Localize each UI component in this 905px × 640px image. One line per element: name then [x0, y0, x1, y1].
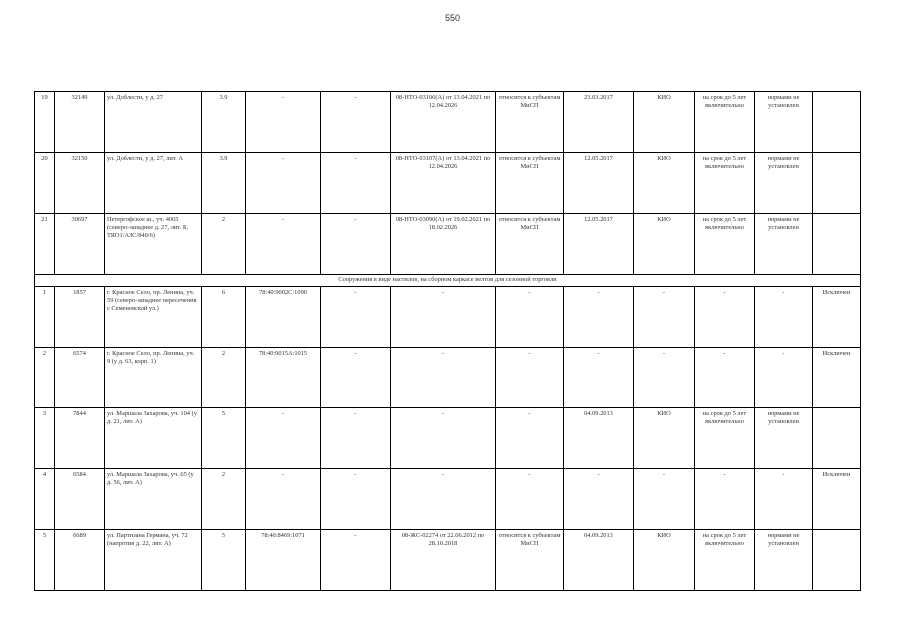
- cell-cadastral-number: 78:40:9002С:1090: [246, 286, 321, 347]
- cell-row-number: 19: [35, 92, 55, 153]
- cell-address: ул. Маршала Захарова, уч. 65 (у д. 56, лит. А): [105, 469, 202, 530]
- cell-smb-status: относится к субъектам МиСП: [496, 213, 564, 274]
- cell-address: ул. Доблести, у д. 27, лит. А: [105, 152, 202, 213]
- cell-note: [813, 92, 861, 153]
- page-number: 550: [444, 13, 461, 23]
- cell-cadastral-number: -: [246, 92, 321, 153]
- cell-col-6: -: [321, 347, 391, 408]
- table-row: [35, 213, 861, 274]
- cell-smb-status: -: [496, 408, 564, 469]
- cell-cadastral-number: 78:40:9015А:1015: [246, 347, 321, 408]
- cell-col-6: -: [321, 213, 391, 274]
- cell-norm: -: [755, 286, 813, 347]
- cell-area: 5: [202, 530, 246, 591]
- cell-authority: КИО: [634, 92, 695, 153]
- cell-authority: КИО: [634, 152, 695, 213]
- cell-date: 12.05.2017: [564, 152, 634, 213]
- cell-object-id: 6574: [55, 347, 105, 408]
- cell-cadastral-number: -: [246, 469, 321, 530]
- cell-cadastral-number: -: [246, 152, 321, 213]
- table-row: [35, 530, 861, 591]
- cell-contract: -: [391, 347, 496, 408]
- cell-term: -: [695, 347, 755, 408]
- cell-address: ул. Маршала Захарова, уч. 104 (у д. 21, лит. А): [105, 408, 202, 469]
- cell-cadastral-number: -: [246, 408, 321, 469]
- cell-area: 2: [202, 213, 246, 274]
- cell-row-number: 1: [35, 286, 55, 347]
- cell-norm: нормами не установлен: [755, 152, 813, 213]
- cell-note: Исключен: [813, 347, 861, 408]
- cell-row-number: 5: [35, 530, 55, 591]
- cell-object-id: 6584: [55, 469, 105, 530]
- cell-object-id: 1857: [55, 286, 105, 347]
- cell-norm: нормами не установлен: [755, 213, 813, 274]
- cell-cadastral-number: 78:40:8469:1071: [246, 530, 321, 591]
- cell-date: 23.03.2017: [564, 92, 634, 153]
- cell-authority: КИО: [634, 530, 695, 591]
- cell-contract: 08-ЖС-02274 от 22.06.2012 по 28.10.2018: [391, 530, 496, 591]
- cell-date: 12.05.2017: [564, 213, 634, 274]
- cell-object-id: 6689: [55, 530, 105, 591]
- cell-authority: КИО: [634, 213, 695, 274]
- cell-date: 04.09.2013: [564, 530, 634, 591]
- cell-norm: нормами не установлен: [755, 530, 813, 591]
- cell-cadastral-number: -: [246, 213, 321, 274]
- registry-table: [34, 91, 861, 591]
- cell-term: на срок до 5 лет включительно: [695, 408, 755, 469]
- cell-col-6: -: [321, 286, 391, 347]
- table-section: [35, 274, 861, 286]
- cell-smb-status: -: [496, 286, 564, 347]
- cell-authority: -: [634, 469, 695, 530]
- cell-contract: 08-НТО-03090(А) от 19.02.2021 по 18.02.2026: [391, 213, 496, 274]
- table-row: [35, 92, 861, 153]
- cell-area: 2: [202, 469, 246, 530]
- cell-date: 04.09.2013: [564, 408, 634, 469]
- cell-row-number: 3: [35, 408, 55, 469]
- cell-object-id: 32150: [55, 152, 105, 213]
- cell-note: [813, 152, 861, 213]
- cell-col-6: -: [321, 469, 391, 530]
- table-row: [35, 469, 861, 530]
- cell-object-id: 7844: [55, 408, 105, 469]
- cell-date: -: [564, 286, 634, 347]
- cell-smb-status: -: [496, 469, 564, 530]
- cell-date: -: [564, 469, 634, 530]
- cell-smb-status: -: [496, 347, 564, 408]
- section-row: [35, 274, 861, 286]
- cell-row-number: 20: [35, 152, 55, 213]
- cell-norm: нормами не установлен: [755, 408, 813, 469]
- cell-note: Исключен: [813, 469, 861, 530]
- cell-area: 3.9: [202, 92, 246, 153]
- cell-smb-status: относится к субъектам МиСП: [496, 92, 564, 153]
- cell-address: Петергофское ш., уч. 4065 (северо-западнее д. 27, лит. Б, ТЯО1/АЗС/840/6): [105, 213, 202, 274]
- cell-address: г. Красное Село, пр. Ленина, уч. 9 (у д. 63, корп. 1): [105, 347, 202, 408]
- cell-term: -: [695, 286, 755, 347]
- cell-term: на срок до 5 лет включительно: [695, 152, 755, 213]
- cell-area: 2: [202, 347, 246, 408]
- cell-contract: -: [391, 408, 496, 469]
- cell-smb-status: относится к субъектам МиСП: [496, 530, 564, 591]
- cell-object-id: 30697: [55, 213, 105, 274]
- cell-contract: -: [391, 469, 496, 530]
- cell-term: на срок до 5 лет включительно: [695, 92, 755, 153]
- cell-area: 6: [202, 286, 246, 347]
- table-body-before-section: [35, 92, 861, 275]
- cell-term: на срок до 5 лет включительно: [695, 530, 755, 591]
- cell-smb-status: относится к субъектам МиСП: [496, 152, 564, 213]
- cell-contract: 08-НТО-03107(А) от 13.04.2021 по 12.04.2026: [391, 152, 496, 213]
- table-row: [35, 286, 861, 347]
- cell-authority: КИО: [634, 408, 695, 469]
- cell-object-id: 32149: [55, 92, 105, 153]
- cell-address: г. Красное Село, пр. Ленина, уч. 59 (северо-западнее пересечения с Семеновской ул.): [105, 286, 202, 347]
- cell-row-number: 2: [35, 347, 55, 408]
- cell-term: на срок до 5 лет включительно: [695, 213, 755, 274]
- cell-col-6: -: [321, 152, 391, 213]
- section-title: Сооружения в виде настилов, на сборном каркасе велтов для сезонной торговли: [35, 274, 861, 286]
- cell-note: [813, 213, 861, 274]
- cell-row-number: 4: [35, 469, 55, 530]
- cell-term: -: [695, 469, 755, 530]
- table-body-after-section: [35, 286, 861, 590]
- cell-address: ул. Доблести, у д. 27: [105, 92, 202, 153]
- cell-note: [813, 530, 861, 591]
- cell-date: -: [564, 347, 634, 408]
- table-row: [35, 408, 861, 469]
- cell-col-6: -: [321, 408, 391, 469]
- cell-col-6: -: [321, 92, 391, 153]
- cell-norm: нормами не установлен: [755, 92, 813, 153]
- table-row: [35, 152, 861, 213]
- cell-contract: -: [391, 286, 496, 347]
- cell-contract: 08-НТО-03106(А) от 13.04.2021 по 12.04.2026: [391, 92, 496, 153]
- cell-norm: -: [755, 469, 813, 530]
- cell-row-number: 21: [35, 213, 55, 274]
- cell-col-6: -: [321, 530, 391, 591]
- cell-area: 5: [202, 408, 246, 469]
- cell-address: ул. Партизана Германа, уч. 72 (напротив д. 22, лит. А): [105, 530, 202, 591]
- cell-norm: -: [755, 347, 813, 408]
- cell-note: Исключен: [813, 286, 861, 347]
- cell-authority: -: [634, 286, 695, 347]
- cell-note: [813, 408, 861, 469]
- cell-authority: -: [634, 347, 695, 408]
- table-row: [35, 347, 861, 408]
- cell-area: 3.9: [202, 152, 246, 213]
